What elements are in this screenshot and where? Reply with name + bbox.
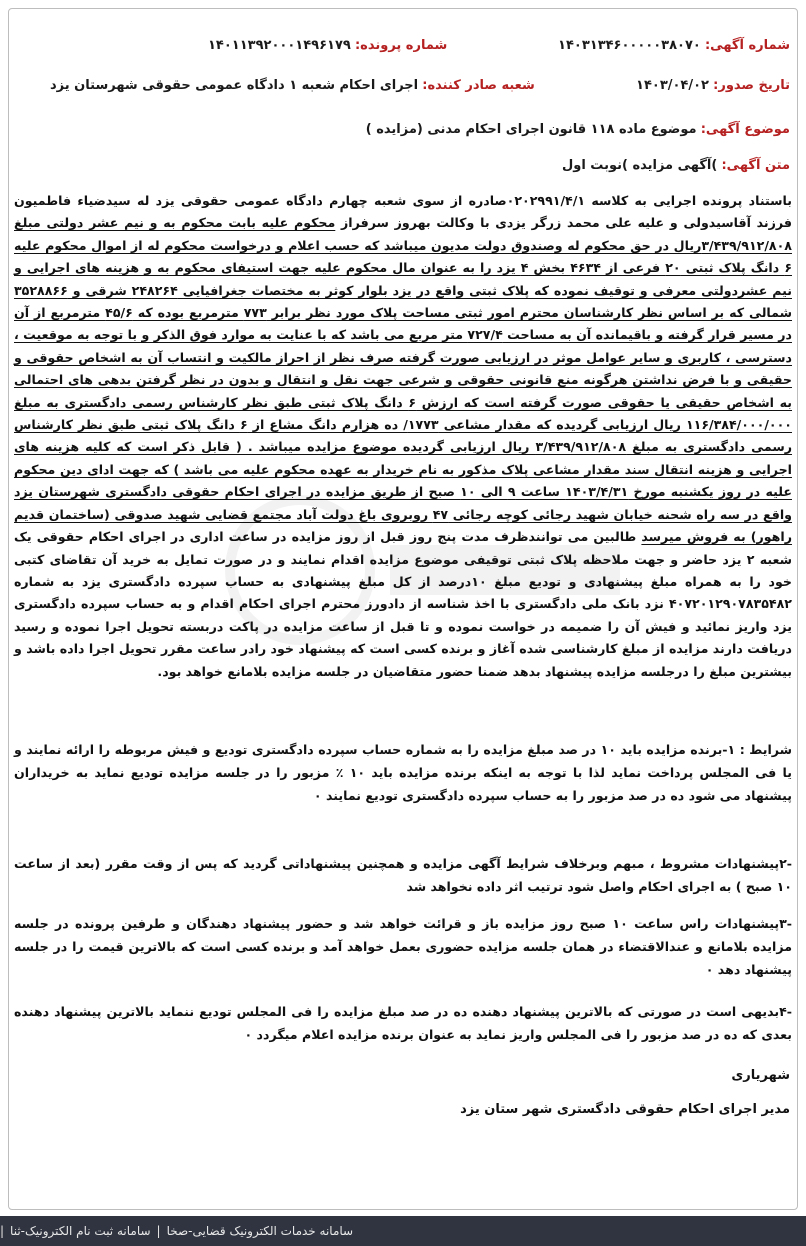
text-heading-value: )آگهی مزایده )نوبت اول	[561, 158, 718, 173]
footer-separator-end: |	[0, 1224, 5, 1238]
footer-separator: |	[156, 1224, 161, 1238]
case-number-label: شماره پرونده:	[354, 38, 448, 53]
body-text-underlined: محکوم علیه بابت محکوم به و نیم عشر دولتی مبلغ ۳/۴۳۹/۹۱۲/۸۰۸ریال در حق محکوم له وصندوق دولت مدیون میباشد که حسب اعلام و درخواست محکوم له از اموال محکوم علیه ۶ دانگ پلاک ثبتی ۲۰ فرعی از ۴۶۳۴ بخش ۴ یزد را به عنوان مال محکوم علیه جهت استیفای محکوم به و هزینه های اجرایی و نیم عشردولتی معرفی و توقیف نموده که پلاک ثبتی واقع در یزد بلوار کوثر به مختصات جغرافیایی ۲۴۸۲۶۴ شرقی و ۳۵۲۸۸۶۶ شمالی که بر اساس نظر کارشناسان محترم امور ثبتی مساحت پلاک مورد نظر برابر ۷۷۳ مترمربع بوده که ۴۵/۶ مترمربع از آن در مسیر قرار گرفته و باقیمانده آن به مساحت ۷۲۷/۴ متر مربع می باشد که با عنایت به موارد فوق الذکر و با توجه به موقعیت ، دسترسی ، کاربری و سایر عوامل موثر در ارزیابی صورت گرفته صرف نظر از احراز مالکیت و انتساب آن به اشخاص حقوقی و حقیقی و با فرض نداشتن هرگونه منع قانونی حقوقی و شرعی جهت نقل و انتقال و بدون در نظر گرفتن بدهی های احتمالی به اشخاص حقیقی یا حقوقی صورت گرفته است که ارزش ۶ دانگ پلاک ثبتی طبق نظر کارشناس رسمی دادگستری به مبلغ ۱۱۶/۳۸۴/۰۰۰/۰۰۰ ریال ارزیابی گردیده که مقدار مشاعی ۱۷۷۳/ ده هزارم دانگ مشاع از ۶ دانگ پلاک ثبتی طبق نظر کارشناس رسمی دادگستری به مبلغ ۳/۴۳۹/۹۱۲/۸۰۸ ریال ارزیابی گردیده موضوع مزایده میباشد . ( قابل ذکر است که کلیه هزینه های اجرایی و هزینه انتقال سند مقدار مشاعی پلاک مذکور به نام خریدار به عهده محکوم علیه می باشد ) که جهت ادای دین محکوم علیه در روز یکشنبه مورخ ۱۴۰۳/۴/۳۱ ساعت ۹ الی ۱۰ صبح از طریق مزایده در اجرای احکام حقوقی دادگستری شهرستان یزد واقع در سه راه شحنه خیابان شهید رجائی کوچه رجائی ۴۷ روبروی باغ دولت آباد مجتمع قضایی شهید صدوقی (ساختمان قدیم راهور) به فروش میرسد	[14, 215, 792, 545]
ad-number-value: ۱۴۰۳۱۳۴۶۰۰۰۰۰۳۸۰۷۰	[558, 38, 701, 53]
body-paragraph	[14, 190, 792, 683]
issue-date-value: ۱۴۰۳/۰۴/۰۲	[636, 78, 709, 93]
condition-4: -۴بدیهی است در صورتی که بالاترین پیشنهاد دهنده ده در صد مبلغ مزایده را فی المجلس تودیع ننماید بالاترین پیشنهاد دهنده بعدی که ده در صد مزبور را فی المجلس واریز نماید به عنوان برنده مزایده اعلام میگردد ۰	[14, 1004, 792, 1042]
issue-date-label: تاریخ صدور:	[713, 78, 790, 93]
issue-date	[636, 78, 790, 93]
body-text-rest: طالبین می توانندظرف مدت پنج روز قبل از روز مزایده در ساعت اداری در اجرای احکام حقوقی یک شعبه ۲ یزد حاضر و جهت ملاحظه پلاک ثبتی توقیفی موضوع مزایده اقدام نمایند و در صورت تمایل به خرید آن تقاضای کتبی خود را به همراه مبلغ پیشنهادی و تودیع مبلغ ۱۰درصد از کل مبلغ پیشنهادی به حساب سپرده دادگستری یزد به شماره ۴۰۷۲۰۱۲۹۰۷۸۳۵۴۸۲ نزد بانک ملی دادگستری با اخذ شناسه از دادورز محترم اجرای احکام اقدام و به حساب سپرده دادگستری یزد واریز نمائید و فیش آن را ضمیمه در خواست نموده و تا قبل از ساعت مزایده در پاکت دربسته تحویل اجرا نموده و رسید دریافت دارند مزایده از مبلغ کارشناسی شده آغاز و برنده کسی است که پیشنهاد خود رادر ساعت مقرر تحویل اجرا داده باشد و بیشترین مبلغ را درجلسه مزایده پیشنهاد بدهد ضمنا حضور متقاضیان در جلسه مزایده بلامانع خواهد بود.	[14, 529, 792, 679]
condition-2: -۲پیشنهادات مشروط ، مبهم وبرخلاف شرایط آگهی مزایده و همچنین پیشنهاداتی گردید که پس از وقت مقرر (بعد از ساعت ۱۰ صبح ) به اجرای احکام واصل شود ترتیب اثر داده نخواهد شد	[14, 856, 792, 894]
subject-value: موضوع ماده ۱۱۸ قانون اجرای احکام مدنی (مزایده )	[365, 122, 697, 137]
issuer	[50, 78, 535, 93]
text-heading-label: متن آگهی:	[721, 158, 790, 173]
footer-link-sakha[interactable]: سامانه خدمات الکترونیک قضایی-صخا	[166, 1224, 354, 1238]
issuer-label: شعبه صادر کننده:	[422, 78, 535, 93]
body-text-intro: باستناد پرونده اجرایی به کلاسه ۰۲۰۲۹۹۱/۴/۱صادره از سوی شعبه چهارم دادگاه عمومی حقوقی یزد له سیدضیاء فاطمیون فرزند آقاسیدولی و علیه علی محمد زرگر یزدی با وکالت بهروز سرفراز	[14, 193, 792, 231]
condition-1: شرایط : ۱-برنده مزایده باید ۱۰ در صد مبلغ مزایده را به شماره حساب سپرده دادگستری تودیع و فیش مربوطه را ارائه نمایند و یا فی المجلس پرداخت نماید لذا با توجه به اینکه برنده مزایده باید ۱۰ ٪ مزبور را در جلسه مزایده تودیع نماید به خریداران پیشنهاد می شود ده در صد مزبور را به حساب سپرده دادگستری تودیع نمایند ۰	[14, 742, 793, 803]
text-heading	[562, 158, 790, 173]
case-number	[208, 38, 447, 53]
signature-name: شهریاری	[731, 1068, 790, 1083]
case-number-value: ۱۴۰۱۱۳۹۲۰۰۰۱۴۹۶۱۷۹	[208, 38, 351, 53]
footer-link-sana[interactable]: سامانه ثبت نام الکترونیک-ثنا	[10, 1224, 151, 1238]
issuer-value: اجرای احکام شعبه ۱ دادگاه عمومی حقوقی شهرستان یزد	[50, 78, 419, 93]
ad-number-label: شماره آگهی:	[704, 38, 790, 53]
ad-number	[558, 38, 790, 53]
notice-body	[14, 190, 792, 683]
condition-3: -۳پیشنهادات راس ساعت ۱۰ صبح روز مزایده باز و قرائت خواهد شد و حضور پیشنهاد دهندگان و طرفین پرونده در جلسه مزایده بلامانع و عندالاقتضاء در همان جلسه مزایده حضوری بعمل خواهد آمد و برنده کسی است که بالاترین قیمت را در جلسه پیشنهاد دهد ۰	[14, 916, 793, 977]
subject	[366, 122, 790, 137]
footer-bar	[0, 1216, 806, 1246]
signature-title: مدیر اجرای احکام حقوقی دادگستری شهر ستان یزد	[460, 1102, 790, 1117]
subject-label: موضوع آگهی:	[700, 122, 790, 137]
